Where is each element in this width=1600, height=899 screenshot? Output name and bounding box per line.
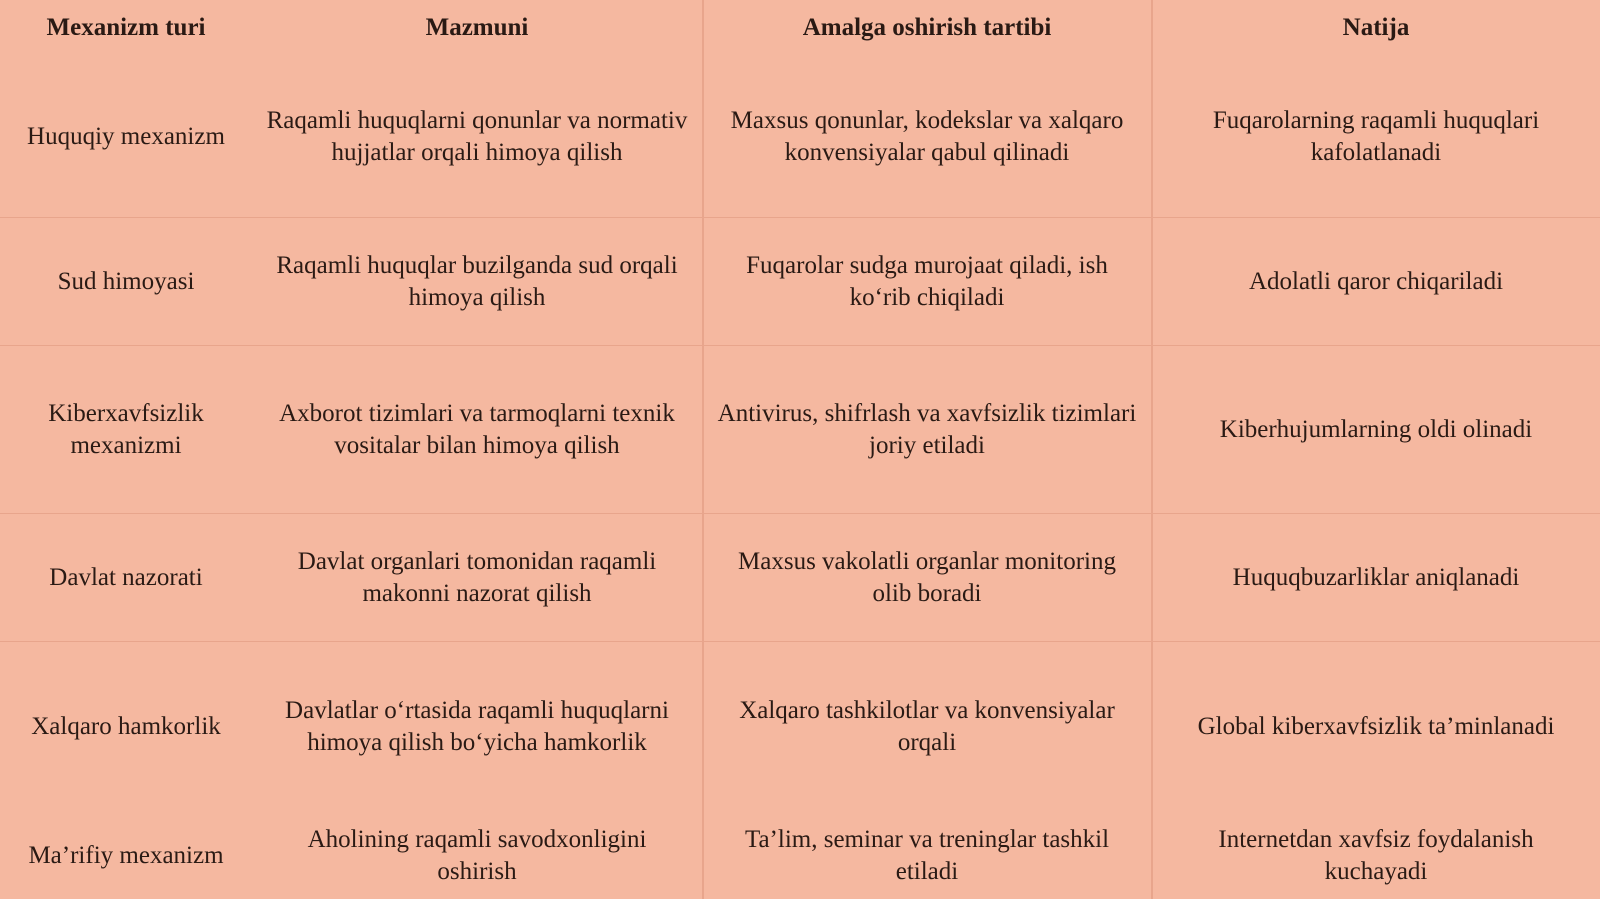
cell-implementation: Fuqarolar sudga murojaat qiladi, ish ko‘rib chiqiladi: [746, 251, 1108, 311]
cell-mechanism-type: Sud himoyasi: [57, 267, 195, 295]
cell-mechanism-type: Huquqiy mexanizm: [27, 122, 225, 150]
header-mechanism-type: Mexanizm turi: [46, 14, 206, 41]
cell-implementation: Xalqaro tashkilotlar va konvensiyalar orqali: [739, 697, 1115, 756]
table-row: [0, 514, 1600, 642]
cell-result: Kiberhujumlarning oldi olinadi: [1219, 415, 1533, 443]
cell-implementation: Antivirus, shifrlash va xavfsizlik tizimlari joriy etiladi: [717, 399, 1137, 459]
cell-result: Global kiberxavfsizlik ta’minlanadi: [1197, 713, 1555, 740]
header-content: Mazmuni: [425, 14, 529, 41]
header-row: [0, 0, 1600, 56]
cell-implementation: Ta’lim, seminar va treninglar tashkil etiladi: [744, 825, 1110, 885]
cell-content: Raqamli huquqlarni qonunlar va normativ hujjatlar orqali himoya qilish: [266, 106, 688, 166]
header-implementation: Amalga oshirish tartibi: [802, 14, 1052, 41]
cell-content: Davlat organlari tomonidan raqamli makonni nazorat qilish: [297, 547, 657, 607]
table-row: [0, 346, 1600, 514]
cell-implementation: Maxsus qonunlar, kodekslar va xalqaro konvensiyalar qabul qilinadi: [730, 106, 1124, 166]
cell-result: Fuqarolarning raqamli huquqlari kafolatlanadi: [1212, 106, 1540, 166]
cell-mechanism-type: Kiberxavfsizlik mexanizmi: [48, 399, 204, 459]
cell-result: Huquqbuzarliklar aniqlanadi: [1232, 563, 1520, 591]
header-result: Natija: [1342, 14, 1410, 41]
cell-content: Raqamli huquqlar buzilganda sud orqali himoya qilish: [276, 251, 678, 311]
table-row: [0, 812, 1600, 899]
cell-content: Davlatlar o‘rtasida raqamli huquqlarni himoya qilish bo‘yicha hamkorlik: [285, 697, 669, 756]
cell-content: Axborot tizimlari va tarmoqlarni texnik vositalar bilan himoya qilish: [279, 399, 675, 459]
cell-mechanism-type: Xalqaro hamkorlik: [31, 713, 221, 740]
cell-content: Aholining raqamli savodxonligini oshirish: [307, 825, 647, 885]
cell-mechanism-type: Davlat nazorati: [49, 563, 203, 591]
cell-mechanism-type: Ma’rifiy mexanizm: [28, 841, 224, 869]
table-row: [0, 56, 1600, 218]
cell-result: Adolatli qaror chiqariladi: [1248, 267, 1504, 295]
table-row: [0, 218, 1600, 346]
table-row: [0, 642, 1600, 812]
cell-implementation: Maxsus vakolatli organlar monitoring olib boradi: [738, 547, 1116, 607]
cell-result: Internetdan xavfsiz foydalanish kuchayadi: [1218, 825, 1534, 885]
